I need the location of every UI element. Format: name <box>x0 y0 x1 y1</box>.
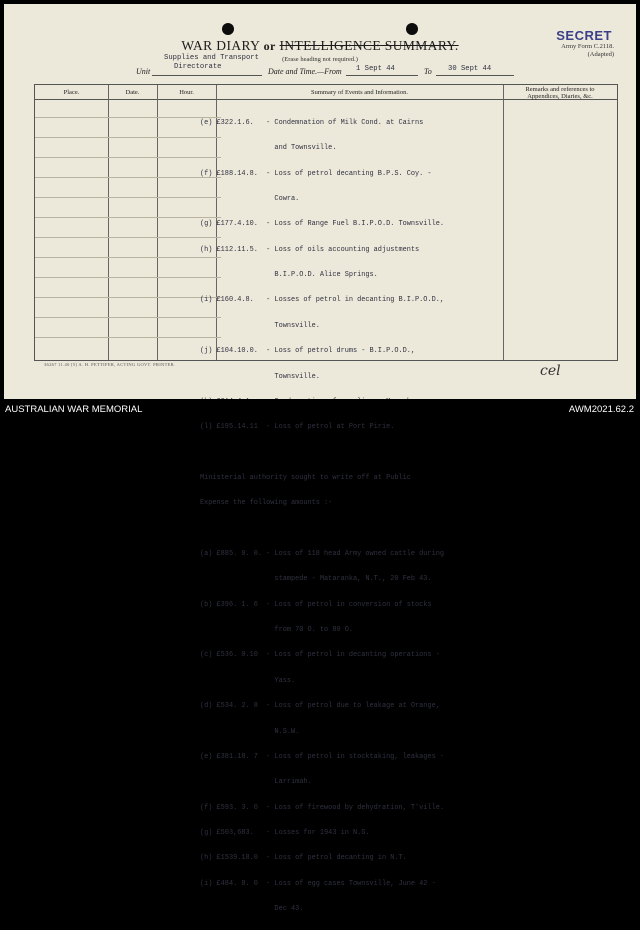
date-from-underline <box>346 75 418 76</box>
form-number <box>561 43 614 59</box>
entry-line: (a) £885. 0. 0. - Loss of 118 head Army owned cattle during <box>200 550 444 559</box>
header-summary: Summary of Events and Information. <box>311 89 408 96</box>
entry-line <box>200 525 444 533</box>
to-label: To <box>424 67 432 76</box>
unit-underline <box>152 75 262 76</box>
entry-line: (g) £177.4.10. - Loss of Range Fuel B.I.P.O.D. Townsville. <box>200 220 444 229</box>
caption-source: AUSTRALIAN WAR MEMORIAL <box>5 404 143 415</box>
entry-line: (l) £195.14.11 - Loss of petrol at Port Pirie. <box>200 423 395 432</box>
entry-line: Dec 43. <box>200 905 304 914</box>
entry-line: from 70 O. to 80 O. <box>200 626 353 635</box>
secret-stamp: SECRET <box>556 28 612 43</box>
entry-line: stampede - Mataranka, N.T., 20 Feb 43. <box>200 575 432 584</box>
entry-line: (h) £112.11.5. - Loss of oils accounting adjustments <box>200 245 420 254</box>
entry-line: B.I.P.O.D. Alice Springs. <box>200 271 378 280</box>
heading-note: (Erase heading not required.) <box>282 56 358 63</box>
header-remarks-line1: Remarks and references to <box>525 86 595 93</box>
punch-hole-right <box>406 23 418 35</box>
row-rule <box>35 177 221 178</box>
title-war-diary: WAR DIARY <box>181 38 260 53</box>
date-to: 30 Sept 44 <box>448 65 492 73</box>
entry-line: (i) £484. 8. 0 - Loss of egg cases Townsville, June 42 - <box>200 879 436 888</box>
row-rule <box>35 117 221 118</box>
handwritten-initials: cel <box>540 363 561 379</box>
row-rule <box>35 337 221 338</box>
row-rule <box>35 277 221 278</box>
entry-line: and Townsville. <box>200 144 337 153</box>
col-divider-date <box>108 85 109 360</box>
entry-line: Larrimah. <box>200 778 312 787</box>
entry-line <box>200 449 444 457</box>
entry-line: Yass. <box>200 676 296 685</box>
row-rule <box>35 237 221 238</box>
row-rule <box>35 317 221 318</box>
punch-hole-left <box>222 23 234 35</box>
entry-line: (j) £104.10.0. - Loss of petrol drums - B.I.P.O.D., <box>200 347 416 356</box>
entry-line: N.S.W. <box>200 727 300 736</box>
header-hour: Hour. <box>179 89 194 96</box>
row-rule <box>35 217 221 218</box>
unit-value-line2: Directorate <box>174 63 222 71</box>
header-date: Date. <box>125 89 140 96</box>
header-remarks <box>503 86 617 100</box>
entry-line: (e) £322.1.6. - Condemnation of Milk Cond. at Cairns <box>200 118 424 127</box>
title-intelligence-summary: INTELLIGENCE SUMMARY. <box>279 38 459 53</box>
unit-value-line1: Supplies and Transport <box>164 54 259 62</box>
summary-entries <box>200 102 444 930</box>
date-label: Date and Time.—From <box>268 67 342 76</box>
printer-footer: 36267 11.40 [5] A. H. PETTIFER, ACTING GOVT. PRINTER. <box>44 362 176 367</box>
col-divider-hour <box>157 85 158 360</box>
entry-line: (e) £381.18. 7 - Loss of petrol in stocktaking, leakages - <box>200 752 444 761</box>
form-title <box>4 38 636 54</box>
entry-line: (f) £593. 3. 0 - Loss of firewood by dehydration, T'ville. <box>200 803 444 812</box>
row-rule <box>35 137 221 138</box>
entry-line: Cowra. <box>200 194 300 203</box>
row-rule <box>35 157 221 158</box>
entry-line: (f) £188.14.8. - Loss of petrol decanting B.P.S. Coy. - <box>200 169 432 178</box>
entry-line: (c) £536. 0.10 - Loss of petrol in decanting operations - <box>200 651 440 660</box>
col-divider-remarks <box>503 85 504 360</box>
row-rule <box>35 297 221 298</box>
entry-line: Ministerial authority sought to write off at Public <box>200 473 411 482</box>
title-or: or <box>263 39 276 53</box>
row-rule <box>35 197 221 198</box>
form-number-text: Army Form C.2118. <box>561 43 614 50</box>
header-place: Place. <box>63 89 80 96</box>
entry-line: Townsville. <box>200 372 320 381</box>
entry-line: (h) £1539.18.0 - Loss of petrol decanting in N.T. <box>200 854 407 863</box>
unit-label: Unit <box>136 67 151 76</box>
row-rule <box>35 257 221 258</box>
entry-line: Townsville. <box>200 321 320 330</box>
date-to-underline <box>436 75 514 76</box>
entry-line: Expense the following amounts :- <box>200 499 333 508</box>
entry-line: (i) £160.4.8. - Losses of petrol in decanting B.I.P.O.D., <box>200 296 444 305</box>
form-number-sub: (Adapted) <box>587 51 614 58</box>
header-remarks-line2: Appendices, Diaries, &c. <box>527 93 593 100</box>
caption-accession: AWM2021.62.2 <box>568 404 634 415</box>
entry-line: (g) £503,683. - Losses for 1943 in N.G. <box>200 828 370 837</box>
entry-line: (d) £534. 2. 8 - Loss of petrol due to leakage at Orange, <box>200 702 440 711</box>
entry-line: (b) £396. 1. 6 - Loss of petrol in conversion of stocks <box>200 600 432 609</box>
date-from: 1 Sept 44 <box>356 65 395 73</box>
